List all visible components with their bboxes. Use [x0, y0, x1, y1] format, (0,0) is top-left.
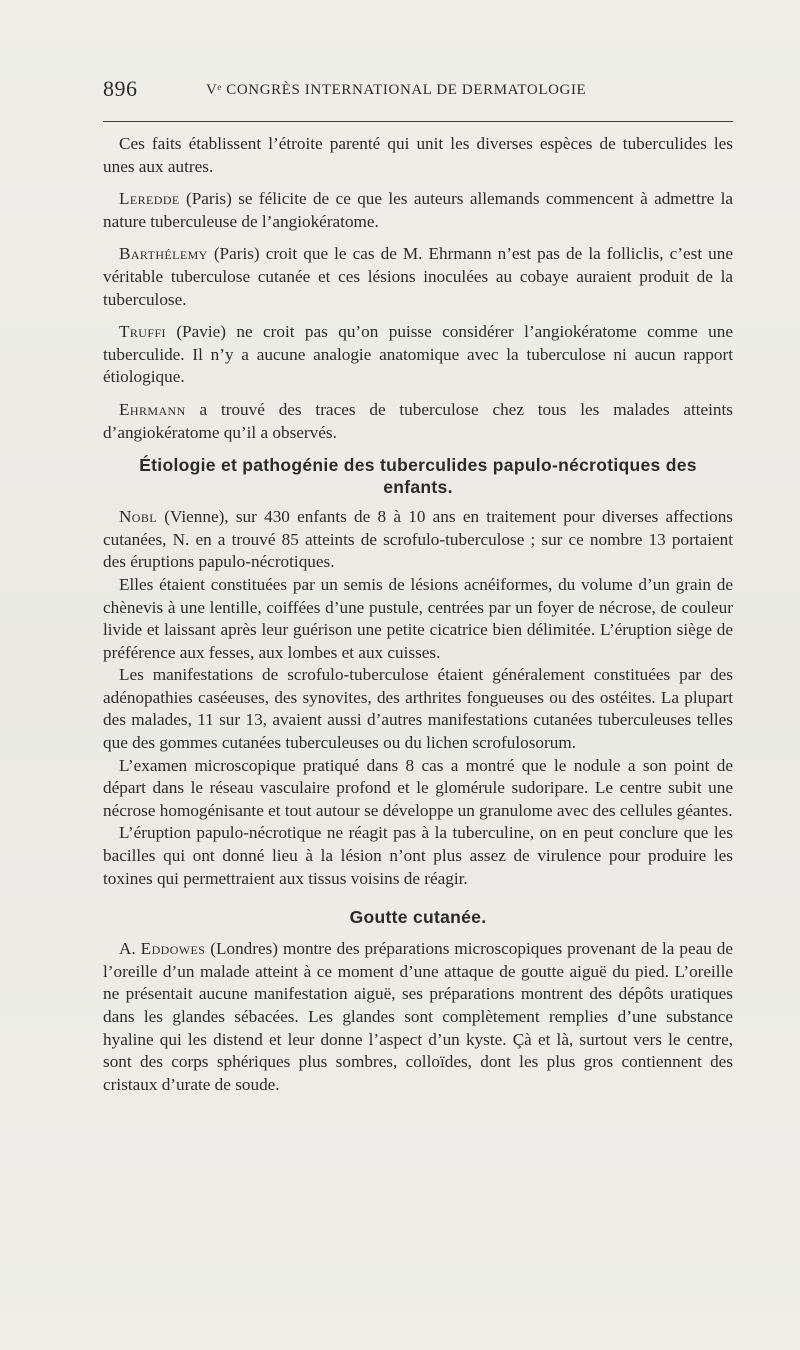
paragraph: [103, 664, 733, 754]
page-header: [103, 72, 733, 108]
paragraph-text: L’éruption papulo-nécrotique ne réagit pas à la tuberculine, on en peut conclure que les bacilles qui ont donné lieu à la lésion n’ont plus assez de virulence pour produire les toxines qui permettraient aux tissus voisins de réagir.: [103, 823, 733, 888]
running-head: Vᵉ CONGRÈS INTERNATIONAL DE DERMATOLOGIE: [206, 82, 587, 98]
paragraph-text: a trouvé des traces de tuberculose chez tous les malades atteints d’angiokératome qu’il a observés.: [103, 399, 733, 442]
paragraph-text: (Paris) croit que le cas de M. Ehrmann n’est pas de la folliclis, c’est une véritable tuberculose cutanée et ces lésions inoculées au cobaye auraient produit de la tuberculose.: [103, 244, 733, 309]
paragraph-text: (Londres) montre des préparations microscopiques provenant de la peau de l’oreille d’un malade atteint à ce moment d’une attaque de goutte aiguë du pied. L’oreille ne présentait aucune manifestation aiguë, ses préparations montrent des dépôts uratiques dans les glandes sébacées. Les glandes sont complètement remplies d’une substance hyaline qui les distend et leur donne l’aspect d’un kyste. Çà et là, surtout vers le centre, sont des corps sphériques plus sombres, colloïdes, dont les plus gros contiennent des cristaux d’urate de soude.: [103, 939, 733, 1094]
author-name: Eddowes: [140, 939, 206, 959]
paragraph: [103, 321, 733, 389]
paragraph-text: (Paris) se félicite de ce que les auteurs allemands commencent à admettre la nature tuberculeuse de l’angiokératome.: [103, 189, 733, 231]
author-name: Leredde: [119, 189, 180, 209]
paragraph-text: (Vienne), sur 430 enfants de 8 à 10 ans en traitement pour diverses affections cutanées, N. en a trouvé 85 atteints de scrofulo-tuberculose ; sur ce nombre 13 portaient des éruptions papulo-nécrotiques.: [103, 507, 733, 572]
paragraph: [103, 399, 733, 444]
paragraph-text: Elles étaient constituées par un semis de lésions acnéiformes, du volume d’un grain de chènevis à une lentille, coiffées d’une pustule, centrées par un foyer de nécrose, de couleur livide et laissant après leur guérison une petite cicatrice bien délimitée. L’éruption siège de préférence aux fesses, aux lombes et aux cuisses.: [103, 574, 733, 662]
paragraph: [103, 188, 733, 233]
paragraph-text: (Pavie) ne croit pas qu’on puisse considérer l’angiokératome comme une tuberculide. Il n’y a aucune analogie anatomique avec la tuberculose ni aucun rapport étiologique.: [103, 322, 733, 387]
paragraph-text: Les manifestations de scrofulo-tuberculose étaient généralement constituées par des adénopathies caséeuses, des synovites, des arthrites fongueuses ou des ostéites. La plupart des malades, 11 sur 13, avaient aussi d’autres manifestations cutanées tuberculeuses telles que des gommes cutanées tuberculeuses ou du lichen scrofulosorum.: [103, 665, 733, 753]
header-rule: [103, 121, 733, 122]
author-name: Ehrmann: [119, 399, 186, 419]
body-text: [103, 133, 733, 1096]
section-heading: Étiologie et pathogénie des tuberculides papulo-nécrotiques des enfants.: [139, 455, 697, 498]
paragraph: [103, 938, 733, 1096]
author-name: Barthélemy: [119, 244, 208, 264]
paragraph: [103, 574, 733, 664]
paragraph: [103, 243, 733, 311]
author-name: Nobl: [119, 507, 158, 527]
page-number: 896: [103, 76, 138, 101]
paragraph: [103, 822, 733, 890]
paragraph-text: L’examen microscopique pratiqué dans 8 cas a montré que le nodule a son point de départ dans le réseau vasculaire profond et le glomérule sudoripare. Le centre subit une nécrose homogénisante et tout autour se développe un granulome avec des cellules géantes.: [103, 755, 733, 820]
author-name: Truffi: [119, 322, 166, 342]
paragraph: [103, 133, 733, 178]
author-initial: A.: [119, 939, 141, 959]
paragraph: [103, 755, 733, 823]
paragraph: [103, 506, 733, 574]
paragraph-text: Ces faits établissent l’étroite parenté qui unit les diverses espèces de tuberculides les unes aux autres.: [103, 134, 733, 176]
section-heading: Goutte cutanée.: [349, 907, 487, 928]
